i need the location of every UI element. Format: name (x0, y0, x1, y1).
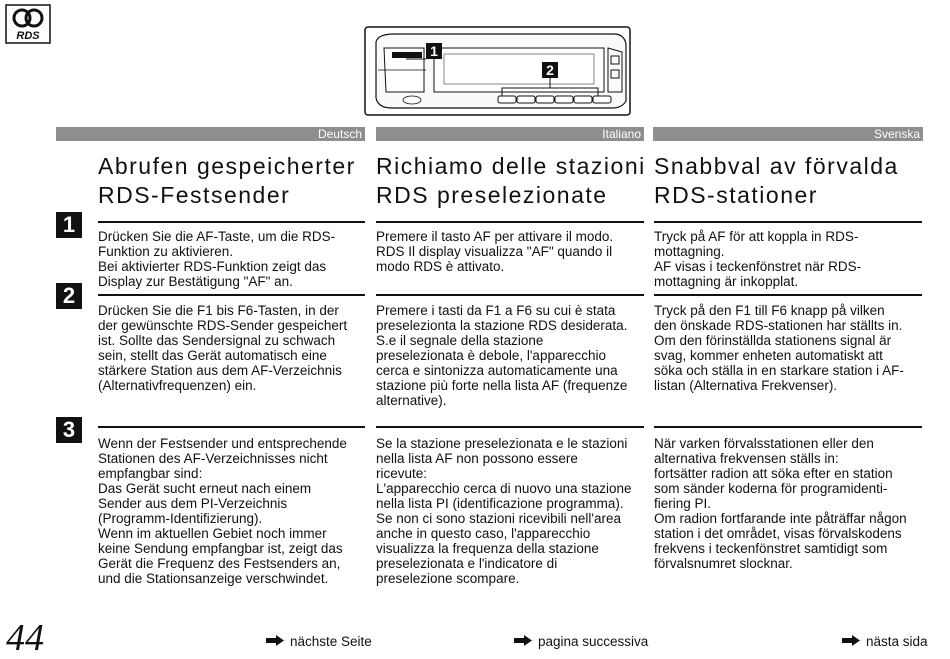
figure-callout-2: 2 (546, 62, 554, 78)
divider (376, 294, 644, 296)
step3-text-svenska: När varken förvalsstationen eller den alternativa frekvensen ställs in: fortsätter radion att söka efter en station som sänder koderna för programidenti- fiering PI. Om radion fortfarande inte påträffar någon station i det området, visas förvalskodens frekvens i teckenfönstret samtidigt som förvalsnumret slocknar. (654, 436, 907, 571)
right-arrow-icon (842, 634, 860, 650)
divider (654, 221, 922, 223)
step2-text-deutsch: Drücken Sie die F1 bis F6-Tasten, in der der gewünschte RDS-Sender gespeichert ist. Sollte das Sendersignal zu schwach sein, stellt das Gerät automatisch eine stärkere Station aus dem AF-Verzeichnis (Alternativfrequenzen) ein. (98, 303, 348, 393)
rds-logo (5, 4, 51, 44)
step1-text-svenska: Tryck på AF för att koppla in RDS- mottagning. AF visas i teckenfönstret när RDS- mottagning är inkopplat. (654, 229, 862, 289)
section-title-svenska (654, 152, 899, 210)
logo-text: RDS (16, 30, 40, 42)
figure-callout-1: 1 (430, 43, 438, 59)
next-page-link-deutsch[interactable] (266, 634, 372, 650)
divider (98, 221, 365, 223)
title-line: RDS-Festsender (98, 182, 291, 208)
title-line: RDS-stationer (654, 182, 818, 208)
right-arrow-icon (514, 634, 532, 650)
page-number: 44 (6, 617, 44, 659)
language-header-deutsch: Deutsch (56, 127, 365, 141)
divider (654, 426, 922, 428)
title-line: RDS preselezionate (376, 182, 608, 208)
step1-text-deutsch: Drücken Sie die AF-Taste, um die RDS- Funktion zu aktivieren. Bei aktivierter RDS-Funktion zeigt das Display zur Bestätigung "AF" an. (98, 229, 336, 289)
step3-text-italiano: Se la stazione preselezionata e le stazioni nella lista AF non possono essere ricevute: L'apparecchio cerca di nuovo una stazione nella lista PI (identificazione programma). Se non ci sono stazioni ricevibili nell'area anche in questo caso, l'apparecchio visualizza la frequenza della stazione preselezionata e l'indicatore di preselezione scompare. (376, 436, 632, 586)
language-header-svenska: Svenska (653, 127, 923, 141)
title-line: Richiamo delle stazioni (376, 153, 646, 179)
step2-text-italiano: Premere i tasti da F1 a F6 su cui è stata preselezionta la stazione RDS desiderata. S.e il segnale della stazione preselezionata è debole, l'apparecchio cerca e sintonizza automaticamente una stazione più forte nella lista AF (frequenze alternative). (376, 303, 628, 408)
step-number-3: 3 (56, 417, 82, 443)
step-number-2: 2 (56, 283, 82, 309)
title-line: Abrufen gespeicherter (98, 153, 356, 179)
next-page-link-svenska[interactable] (842, 634, 928, 650)
footer-label: nästa sida (866, 634, 928, 649)
footer-label: nächste Seite (290, 634, 372, 649)
section-title-italiano (376, 152, 646, 210)
radio-faceplate-illustration (364, 26, 631, 116)
right-arrow-icon (266, 634, 284, 650)
divider (98, 426, 365, 428)
divider (98, 294, 365, 296)
step-number-1: 1 (56, 212, 82, 238)
language-header-italiano: Italiano (376, 127, 644, 141)
step1-text-italiano: Premere il tasto AF per attivare il modo. RDS Il display visualizza "AF" quando il modo RDS è attivato. (376, 229, 614, 274)
next-page-link-italiano[interactable] (514, 634, 648, 650)
divider (376, 221, 644, 223)
title-line: Snabbval av förvalda (654, 153, 899, 179)
step2-text-svenska: Tryck på den F1 till F6 knapp på vilken den önskade RDS-stationen har ställts in. Om den förinställda stationens signal är svag, kommer enheten automatiskt att söka och ställa in en starkare station i AF- listan (Alternativa Frekvenser). (654, 303, 904, 393)
divider (376, 426, 644, 428)
step3-text-deutsch: Wenn der Festsender und entsprechende Stationen des AF-Verzeichnisses nicht empfangbar sind: Das Gerät sucht erneut nach einem Sender aus dem PI-Verzeichnis (Programm-Identifizierung). Wenn im aktuellen Gebiet noch immer keine Sendung empfangbar ist, zeigt das Gerät die Frequenz des Festsenders an, und die Stationsanzeige verschwindet. (98, 436, 347, 586)
section-title-deutsch (98, 152, 356, 210)
divider (654, 294, 922, 296)
footer-label: pagina successiva (538, 634, 649, 649)
